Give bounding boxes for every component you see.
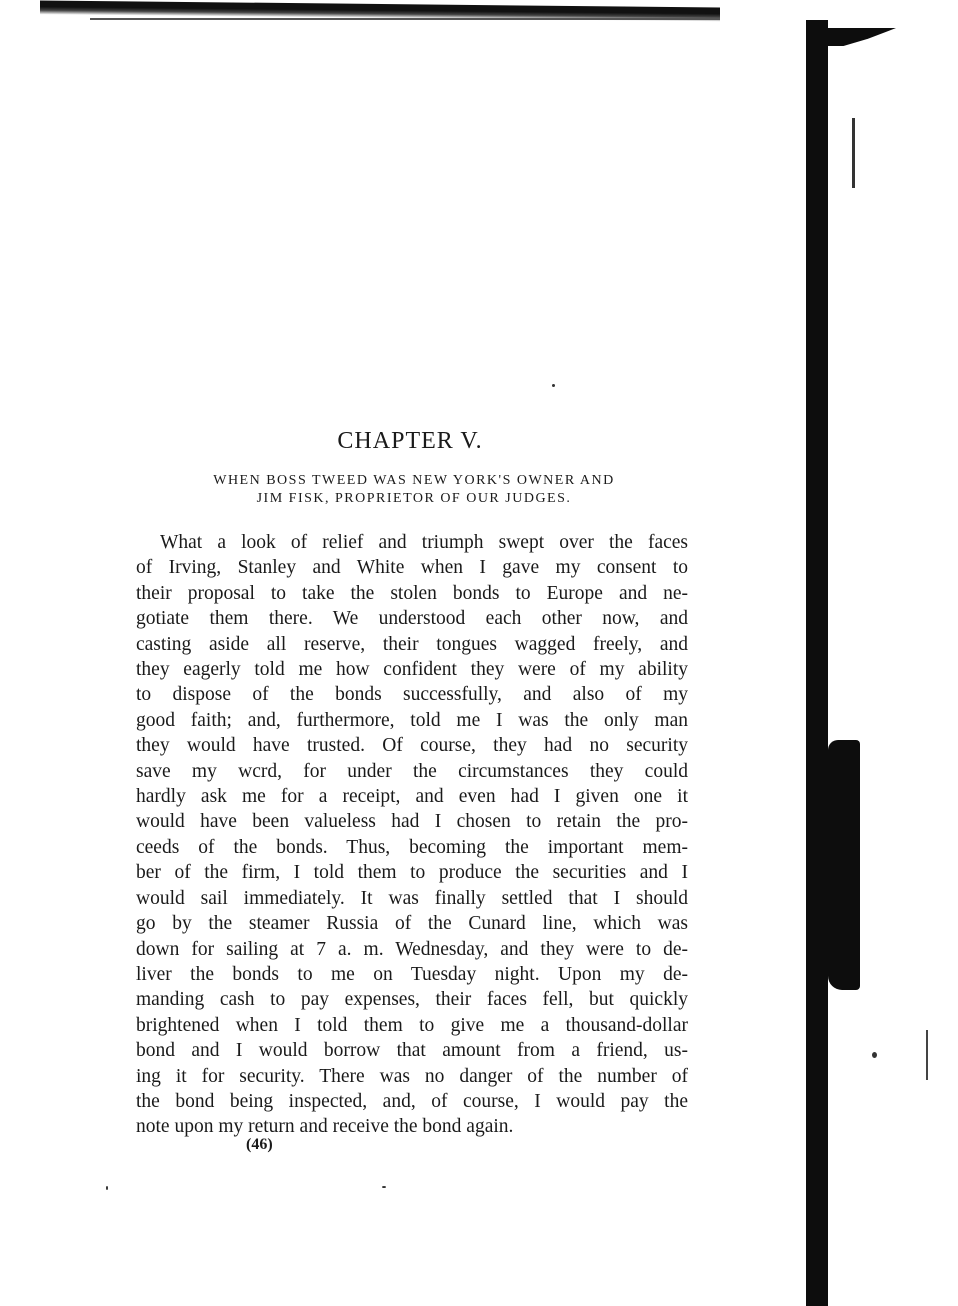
text-line: would have been valueless had I chosen to retain the pro-	[136, 811, 688, 833]
text-line: liver the bonds to me on Tuesday night. Upon my de-	[136, 963, 688, 985]
text-line: ber of the firm, I told them to produce the securities and I	[136, 862, 688, 884]
text-line: would sail immediately. It was finally settled that I should	[136, 887, 688, 909]
body-paragraph	[136, 530, 688, 1140]
scan-binding-edge	[806, 20, 828, 1306]
text-line: note upon my return and receive the bond again.	[136, 1116, 514, 1138]
chapter-title	[0, 428, 820, 455]
text-line: save my wcrd, for under the circumstances they could	[136, 760, 688, 782]
text-line: hardly ask me for a receipt, and even had I given one it	[136, 786, 688, 808]
text-line: brightened when I told them to give me a thousand-dollar	[136, 1014, 688, 1036]
scan-speck	[552, 384, 555, 387]
scan-edge-flag	[826, 28, 896, 46]
text-line: go by the steamer Russia of the Cunard line, which was	[136, 913, 688, 935]
text-line: they eagerly told me how confident they were of my ability	[136, 659, 688, 681]
text-line: ceeds of the bonds. Thus, becoming the important mem-	[136, 836, 688, 858]
chapter-subtitle-line: WHEN BOSS TWEED WAS NEW YORK'S OWNER AND	[213, 473, 615, 488]
chapter-subtitle-line: JIM FISK, PROPRIETOR OF OUR JUDGES.	[256, 491, 572, 506]
text-line: ing it for security. There was no danger of the number of	[136, 1065, 688, 1087]
scan-speck	[382, 1186, 386, 1188]
text-line: casting aside all reserve, their tongues wagged freely, and	[136, 633, 688, 655]
text-line: bond and I would borrow that amount from a friend, us-	[136, 1040, 688, 1062]
text-line: their proposal to take the stolen bonds to Europe and ne-	[136, 582, 688, 604]
text-line: of Irving, Stanley and White when I gave my consent to	[136, 557, 688, 579]
text-line: down for sailing at 7 a. m. Wednesday, and they were to de-	[136, 938, 688, 960]
page-number: (46)	[246, 1136, 273, 1153]
text-line: they would have trusted. Of course, they had no security	[136, 735, 688, 757]
text-line: manding cash to pay expenses, their faces fell, but quickly	[136, 989, 688, 1011]
scan-binding-shadow	[828, 740, 860, 990]
text-line: to dispose of the bonds successfully, and also of my	[136, 684, 688, 706]
scan-edge-tick	[926, 1030, 928, 1080]
scan-edge-tick	[852, 118, 855, 188]
chapter-subtitle	[136, 472, 692, 508]
text-line: the bond being inspected, and, of course, I would pay the	[136, 1090, 688, 1112]
scan-speck	[106, 1186, 108, 1190]
scan-top-line	[90, 18, 720, 20]
text-line: gotiate them there. We understood each other now, and	[136, 608, 688, 630]
scan-speck	[872, 1052, 877, 1058]
chapter-title-text: CHAPTER V.	[337, 428, 483, 454]
text-line: What a look of relief and triumph swept over the faces	[160, 532, 688, 553]
text-line: good faith; and, furthermore, told me I was the only man	[136, 709, 688, 731]
